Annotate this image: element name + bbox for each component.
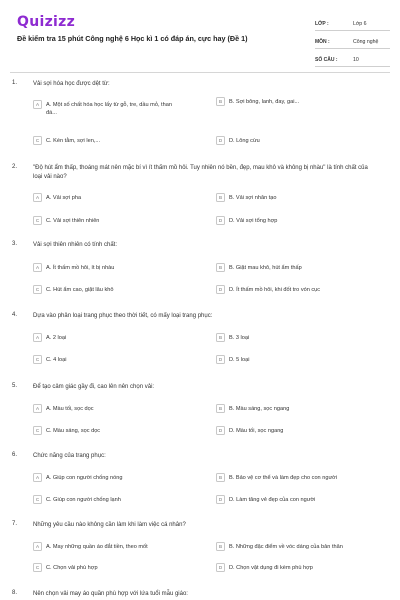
option-d[interactable] xyxy=(216,426,359,435)
option-a[interactable] xyxy=(33,100,176,117)
meta-value: Lớp 6 xyxy=(353,21,367,27)
question-text: Chức năng của trang phục: xyxy=(33,453,106,459)
option-text: A. Giúp con người chống nóng xyxy=(46,474,123,481)
meta-label: MÔN : xyxy=(315,39,330,45)
question-text: Để tạo cảm giác gầy đi, cao lên nên chọn vải: xyxy=(33,384,155,390)
meta-value: Công nghệ xyxy=(353,39,379,45)
option-text: C. 4 loại xyxy=(46,356,67,363)
option-text: D. Lông cừu xyxy=(229,137,260,144)
quizizz-logo: Quizizz xyxy=(17,14,76,30)
option-text: B. 3 loại xyxy=(229,334,250,341)
option-text: C. Vải sợi thiên nhiên xyxy=(46,217,100,224)
option-c[interactable] xyxy=(33,285,176,294)
option-letter-badge: A xyxy=(33,542,42,551)
option-text: A. Một số chất hóa học lấy từ gỗ, tre, dầu mỏ, than đá... xyxy=(46,101,172,116)
option-text: A. 2 loại xyxy=(46,334,67,341)
option-text: B. Màu sáng, sọc ngang xyxy=(229,405,290,412)
option-letter-badge: D xyxy=(216,285,225,294)
option-b[interactable] xyxy=(216,404,359,413)
option-letter-badge: B xyxy=(216,263,225,272)
question-text: Vải sợi thiên nhiên có tính chất: xyxy=(33,242,117,248)
option-letter-badge: D xyxy=(216,426,225,435)
option-letter-badge: B xyxy=(216,404,225,413)
option-d[interactable] xyxy=(216,563,359,572)
option-letter-badge: C xyxy=(33,355,42,364)
question-number: 5. xyxy=(12,383,18,389)
worksheet-header xyxy=(0,0,400,70)
question-number: 8. xyxy=(12,590,18,596)
option-c[interactable] xyxy=(33,136,176,145)
option-text: B. Bảo vệ cơ thể và làm đẹp cho con người xyxy=(229,474,338,481)
option-d[interactable] xyxy=(216,136,359,145)
question-number: 7. xyxy=(12,521,18,527)
option-letter-badge: A xyxy=(33,193,42,202)
option-letter-badge: A xyxy=(33,404,42,413)
meta-row-class xyxy=(315,13,390,31)
question-text: "Độ hút ẩm thấp, thoáng mát nên mặc bí vì ít thấm mồ hôi. Tuy nhiên nó bền, đẹp, mau khô và không bị nhàu" là tính chất của loại vải nào? xyxy=(33,165,368,180)
option-b[interactable] xyxy=(216,97,359,106)
option-a[interactable] xyxy=(33,263,176,272)
question-number: 4. xyxy=(12,312,18,318)
question-number: 1. xyxy=(12,80,18,86)
option-letter-badge: B xyxy=(216,473,225,482)
option-text: C. Chọn vải phù hợp xyxy=(46,564,98,571)
option-d[interactable] xyxy=(216,216,359,225)
option-text: C. Giúp con người chống lạnh xyxy=(46,496,121,503)
option-letter-badge: D xyxy=(216,563,225,572)
option-text: A. May những quần áo đắt tiền, theo mốt xyxy=(46,543,148,550)
option-letter-badge: C xyxy=(33,495,42,504)
option-letter-badge: A xyxy=(33,473,42,482)
option-a[interactable] xyxy=(33,404,176,413)
option-letter-badge: C xyxy=(33,285,42,294)
option-text: D. Làm tăng vẻ đẹp của con người xyxy=(229,496,316,503)
option-text: B. Những đặc điểm về vóc dáng của bản thân xyxy=(229,543,343,550)
option-text: C. Màu sáng, sọc dọc xyxy=(46,427,101,434)
question-text: Dựa vào phân loại trang phục theo thời tiết, có mấy loại trang phục: xyxy=(33,313,213,319)
option-b[interactable] xyxy=(216,542,359,551)
meta-row-subject xyxy=(315,31,390,49)
option-letter-badge: C xyxy=(33,216,42,225)
meta-label: LỚP : xyxy=(315,21,329,27)
option-letter-badge: D xyxy=(216,216,225,225)
option-c[interactable] xyxy=(33,495,176,504)
option-text: A. Vải sợi pha xyxy=(46,194,82,201)
option-c[interactable] xyxy=(33,563,176,572)
option-letter-badge: B xyxy=(216,333,225,342)
option-d[interactable] xyxy=(216,495,359,504)
option-a[interactable] xyxy=(33,193,176,202)
option-letter-badge: C xyxy=(33,563,42,572)
option-letter-badge: B xyxy=(216,97,225,106)
worksheet-meta xyxy=(315,13,390,67)
question-number: 3. xyxy=(12,241,18,247)
option-text: D. Chọn vật dụng đi kèm phù hợp xyxy=(229,564,313,571)
question-text: Nên chọn vải may áo quần phù hợp với lứa tuổi mẫu giáo: xyxy=(33,591,188,597)
option-text: B. Giặt mau khô, hút ẩm thấp xyxy=(229,264,302,271)
option-text: B. Vải sợi nhân tạo xyxy=(229,194,277,201)
option-text: C. Kén tằm, sợi len,... xyxy=(46,137,101,144)
option-d[interactable] xyxy=(216,355,359,364)
option-b[interactable] xyxy=(216,193,359,202)
option-letter-badge: C xyxy=(33,426,42,435)
option-letter-badge: B xyxy=(216,542,225,551)
option-text: D. Ít thấm mồ hôi, khi đốt tro vón cục xyxy=(229,286,321,293)
option-b[interactable] xyxy=(216,473,359,482)
option-text: D. 5 loại xyxy=(229,356,250,363)
option-a[interactable] xyxy=(33,333,176,342)
option-letter-badge: D xyxy=(216,495,225,504)
option-letter-badge: B xyxy=(216,193,225,202)
meta-value: 10 xyxy=(353,57,359,63)
header-divider xyxy=(10,72,390,73)
option-letter-badge: D xyxy=(216,355,225,364)
option-b[interactable] xyxy=(216,263,359,272)
meta-label: SỐ CÂU : xyxy=(315,57,338,63)
question-number: 2. xyxy=(12,164,18,170)
option-letter-badge: C xyxy=(33,136,42,145)
option-text: D. Vải sợi tổng hợp xyxy=(229,217,278,224)
option-c[interactable] xyxy=(33,355,176,364)
option-text: A. Màu tối, sọc dọc xyxy=(46,405,94,412)
option-letter-badge: A xyxy=(33,333,42,342)
option-a[interactable] xyxy=(33,542,176,551)
question-number: 6. xyxy=(12,452,18,458)
option-text: D. Màu tối, sọc ngang xyxy=(229,427,284,434)
option-text: B. Sợi bông, lanh, đay, gai... xyxy=(229,98,300,105)
question-text: Những yêu cầu nào không cần làm khi làm việc cá nhân? xyxy=(33,522,186,528)
option-letter-badge: A xyxy=(33,100,42,109)
option-letter-badge: D xyxy=(216,136,225,145)
option-text: C. Hút ẩm cao, giặt lâu khô xyxy=(46,286,114,293)
question-text: Vải sợi hóa học được dệt từ: xyxy=(33,81,110,87)
option-b[interactable] xyxy=(216,333,359,342)
option-d[interactable] xyxy=(216,285,359,294)
option-c[interactable] xyxy=(33,426,176,435)
option-letter-badge: A xyxy=(33,263,42,272)
option-c[interactable] xyxy=(33,216,176,225)
option-a[interactable] xyxy=(33,473,176,482)
meta-row-question-count xyxy=(315,49,390,67)
option-text: A. Ít thấm mồ hôi, ít bị nhàu xyxy=(46,264,115,271)
worksheet-title: Đề kiểm tra 15 phút Công nghệ 6 Học kì 1 có đáp án, cực hay (Đề 1) xyxy=(17,34,248,43)
